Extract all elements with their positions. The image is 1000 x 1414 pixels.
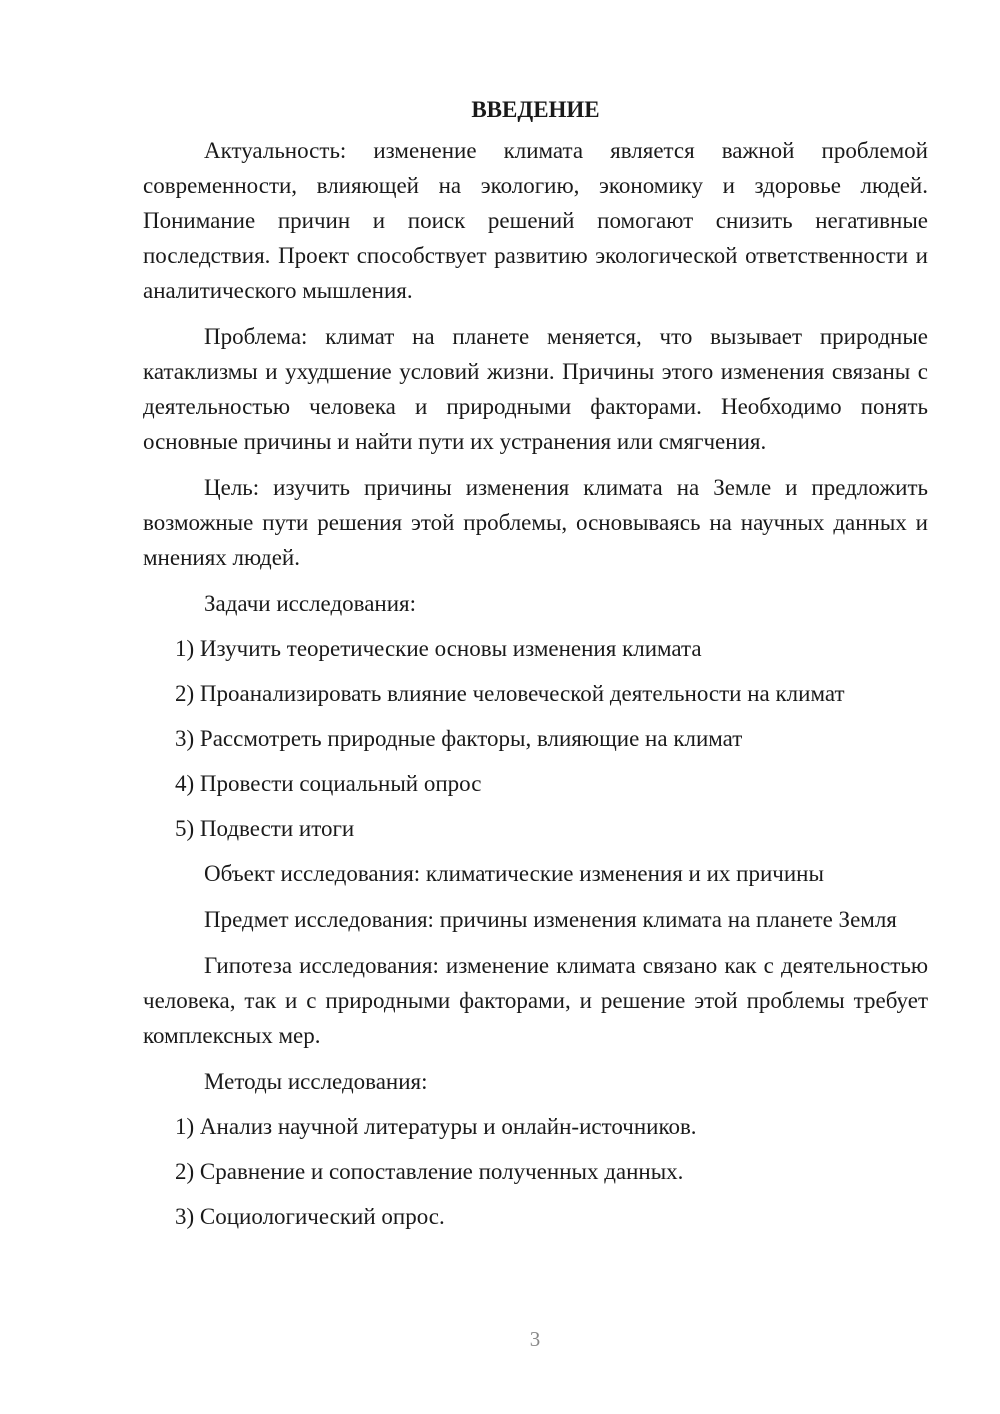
relevance-paragraph: Актуальность: изменение климата является важной проблемой современности, влияющей на экологию, экономику и здоровье людей. Понимание причин и поиск решений помогают снизить негативные последствия. Проект способствует развитию экологической ответственности и аналитического мышления. [143,138,928,303]
method-item: 1) Анализ научной литературы и онлайн-источников. [175,1114,697,1139]
hypothesis-paragraph: Гипотеза исследования: изменение климата связано как с деятельностью человека, так и с природными факторами, и решение этой проблемы требует комплексных мер. [143,953,928,1048]
tasks-title: Задачи исследования: [204,591,417,616]
document-page [143,88,928,1234]
section-heading: ВВЕДЕНИЕ [471,97,600,122]
goal-paragraph: Цель: изучить причины изменения климата на Земле и предложить возможные пути решения этой проблемы, основываясь на научных данных и мнениях людей. [143,475,928,570]
problem-paragraph: Проблема: климат на планете меняется, что вызывает природные катаклизмы и ухудшение условий жизни. Причины этого изменения связаны с деятельностью человека и природными факторами. Необходимо понять основные причины и найти пути их устранения или смягчения. [143,324,928,454]
method-item: 3) Социологический опрос. [175,1204,445,1229]
methods-title: Методы исследования: [204,1069,428,1094]
method-item: 2) Сравнение и сопоставление полученных данных. [175,1159,684,1184]
task-item: 2) Проанализировать влияние человеческой деятельности на климат [175,681,845,706]
task-item: 3) Рассмотреть природные факторы, влияющие на климат [175,726,743,751]
page-number: 3 [529,1327,541,1351]
task-item: 4) Провести социальный опрос [175,771,482,796]
subject-paragraph: Предмет исследования: причины изменения климата на планете Земля [204,907,897,932]
object-paragraph: Объект исследования: климатические изменения и их причины [204,861,824,886]
task-item: 1) Изучить теоретические основы изменения климата [175,636,702,661]
task-item: 5) Подвести итоги [175,816,355,841]
